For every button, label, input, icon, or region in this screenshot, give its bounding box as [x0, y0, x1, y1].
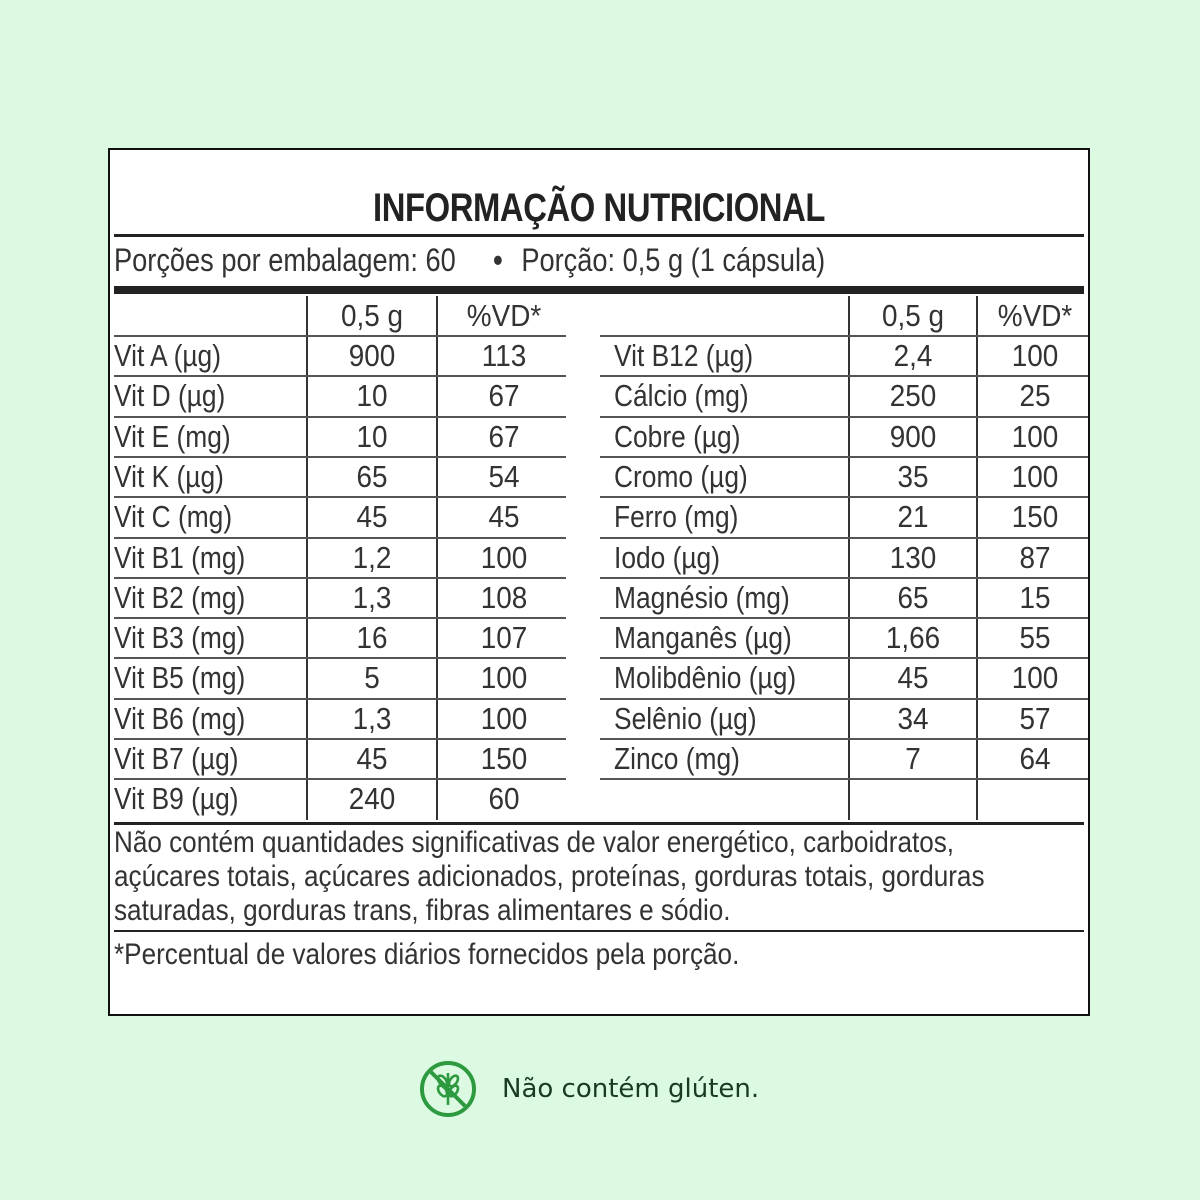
row-divider — [600, 778, 1088, 780]
serving-separator: • — [493, 242, 503, 278]
nutrient-name: Vit D (µg) — [114, 378, 226, 414]
gluten-free-icon — [418, 1059, 478, 1119]
nutrient-amount: 65 — [356, 458, 388, 494]
nutrient-name: Vit A (µg) — [114, 338, 221, 373]
nutrient-name: Vit K (µg) — [114, 458, 224, 494]
divider-under-title — [114, 234, 1084, 237]
nutrient-name: Vit B9 (µg) — [114, 781, 239, 817]
footnote-line: açúcares totais, açúcares adicionados, proteínas, gorduras totais, gorduras — [114, 860, 985, 893]
label-title: INFORMAÇÃO NUTRICIONAL — [373, 186, 825, 230]
dv-note: *Percentual de valores diários fornecidos pela porção. — [114, 938, 740, 971]
nutrient-dv: 100 — [480, 700, 528, 736]
nutrient-amount: 250 — [889, 378, 937, 414]
column-header-amount: 0,5 g — [340, 298, 404, 333]
gluten-free-text: Não contém glúten. — [502, 1074, 760, 1104]
nutrient-name: Cromo (µg) — [614, 458, 748, 494]
nutrient-amount: 45 — [897, 660, 929, 696]
nutrient-amount: 45 — [356, 741, 388, 776]
column-header-dv: %VD* — [466, 298, 542, 333]
nutrient-dv: 100 — [1011, 458, 1059, 494]
nutrient-name: Magnésio (mg) — [614, 579, 790, 615]
nutrient-name: Vit B6 (mg) — [114, 700, 246, 736]
nutrient-amount: 130 — [889, 539, 937, 575]
nutrient-dv: 150 — [480, 741, 528, 776]
nutrient-amount: 34 — [897, 700, 929, 736]
nutrient-amount: 7 — [905, 741, 921, 776]
nutrient-dv: 87 — [1019, 539, 1051, 575]
nutrition-facts-label — [108, 148, 1090, 1016]
divider-above-footnote — [114, 822, 1084, 825]
nutrient-amount: 5 — [364, 660, 380, 696]
nutrient-dv: 100 — [1011, 660, 1059, 696]
nutrient-dv: 67 — [488, 418, 520, 454]
nutrient-amount: 1,3 — [352, 700, 392, 736]
column-header-dv: %VD* — [997, 298, 1073, 333]
nutrient-amount: 1,3 — [352, 579, 392, 615]
nutrient-dv: 100 — [1011, 418, 1059, 454]
nutrient-dv: 45 — [488, 499, 520, 535]
nutrient-amount: 1,2 — [352, 539, 392, 575]
nutrient-name: Selênio (µg) — [614, 700, 757, 736]
portion-size: Porção: 0,5 g (1 cápsula) — [521, 242, 826, 278]
nutrient-name: Vit B1 (mg) — [114, 539, 246, 575]
nutrient-dv: 100 — [1011, 338, 1059, 373]
nutrient-name: Ferro (mg) — [614, 499, 739, 535]
nutrient-dv: 113 — [481, 338, 527, 373]
nutrient-amount: 900 — [348, 338, 396, 373]
nutrient-amount: 45 — [356, 499, 388, 535]
nutrient-name: Vit C (mg) — [114, 499, 233, 535]
footnote-line: saturadas, gorduras trans, fibras alimentares e sódio. — [114, 894, 731, 927]
nutrient-dv: 108 — [480, 579, 528, 615]
nutrient-amount: 2,4 — [893, 338, 933, 373]
nutrient-name: Vit B5 (mg) — [114, 660, 246, 696]
nutrient-name: Vit B12 (µg) — [614, 338, 754, 373]
nutrient-name: Cobre (µg) — [614, 418, 741, 454]
nutrient-name: Manganês (µg) — [614, 620, 792, 656]
nutrient-dv: 64 — [1019, 741, 1051, 776]
nutrient-dv: 55 — [1019, 620, 1051, 656]
nutrient-name: Zinco (mg) — [614, 741, 740, 776]
nutrient-amount: 35 — [897, 458, 929, 494]
nutrient-name: Vit E (mg) — [114, 418, 231, 454]
nutrient-dv: 100 — [480, 539, 528, 575]
nutrient-dv: 60 — [488, 781, 520, 817]
nutrient-dv: 67 — [488, 378, 520, 414]
nutrient-amount: 10 — [356, 418, 388, 454]
nutrient-dv: 25 — [1019, 378, 1051, 414]
divider-above-dv-note — [114, 930, 1084, 932]
nutrient-name: Molibdênio (µg) — [614, 660, 797, 696]
servings-per-package: Porções por embalagem: 60 — [114, 242, 456, 278]
nutrient-name: Vit B7 (µg) — [114, 741, 239, 776]
nutrient-amount: 1,66 — [885, 620, 941, 656]
nutrient-name: Iodo (µg) — [614, 539, 720, 575]
footnote-line: Não contém quantidades significativas de valor energético, carboidratos, — [114, 826, 955, 859]
nutrient-amount: 65 — [897, 579, 929, 615]
nutrient-amount: 10 — [356, 378, 388, 414]
nutrient-dv: 107 — [480, 620, 528, 656]
nutrient-dv: 100 — [480, 660, 528, 696]
nutrient-dv: 150 — [1011, 499, 1059, 535]
nutrient-dv: 54 — [488, 458, 520, 494]
nutrient-name: Vit B3 (mg) — [114, 620, 246, 656]
nutrient-amount: 900 — [889, 418, 937, 454]
nutrient-amount: 16 — [356, 620, 388, 656]
serving-info — [114, 242, 825, 279]
gluten-free-badge — [418, 1058, 759, 1120]
nutrient-dv: 15 — [1019, 579, 1051, 615]
nutrient-amount: 21 — [897, 499, 929, 535]
nutrient-amount: 240 — [348, 781, 396, 817]
thick-divider — [114, 286, 1084, 294]
footnote-disclaimer — [114, 826, 1071, 928]
nutrient-name: Cálcio (mg) — [614, 378, 749, 414]
column-header-amount: 0,5 g — [881, 298, 945, 333]
nutrient-dv: 57 — [1019, 700, 1051, 736]
nutrient-name: Vit B2 (mg) — [114, 579, 246, 615]
